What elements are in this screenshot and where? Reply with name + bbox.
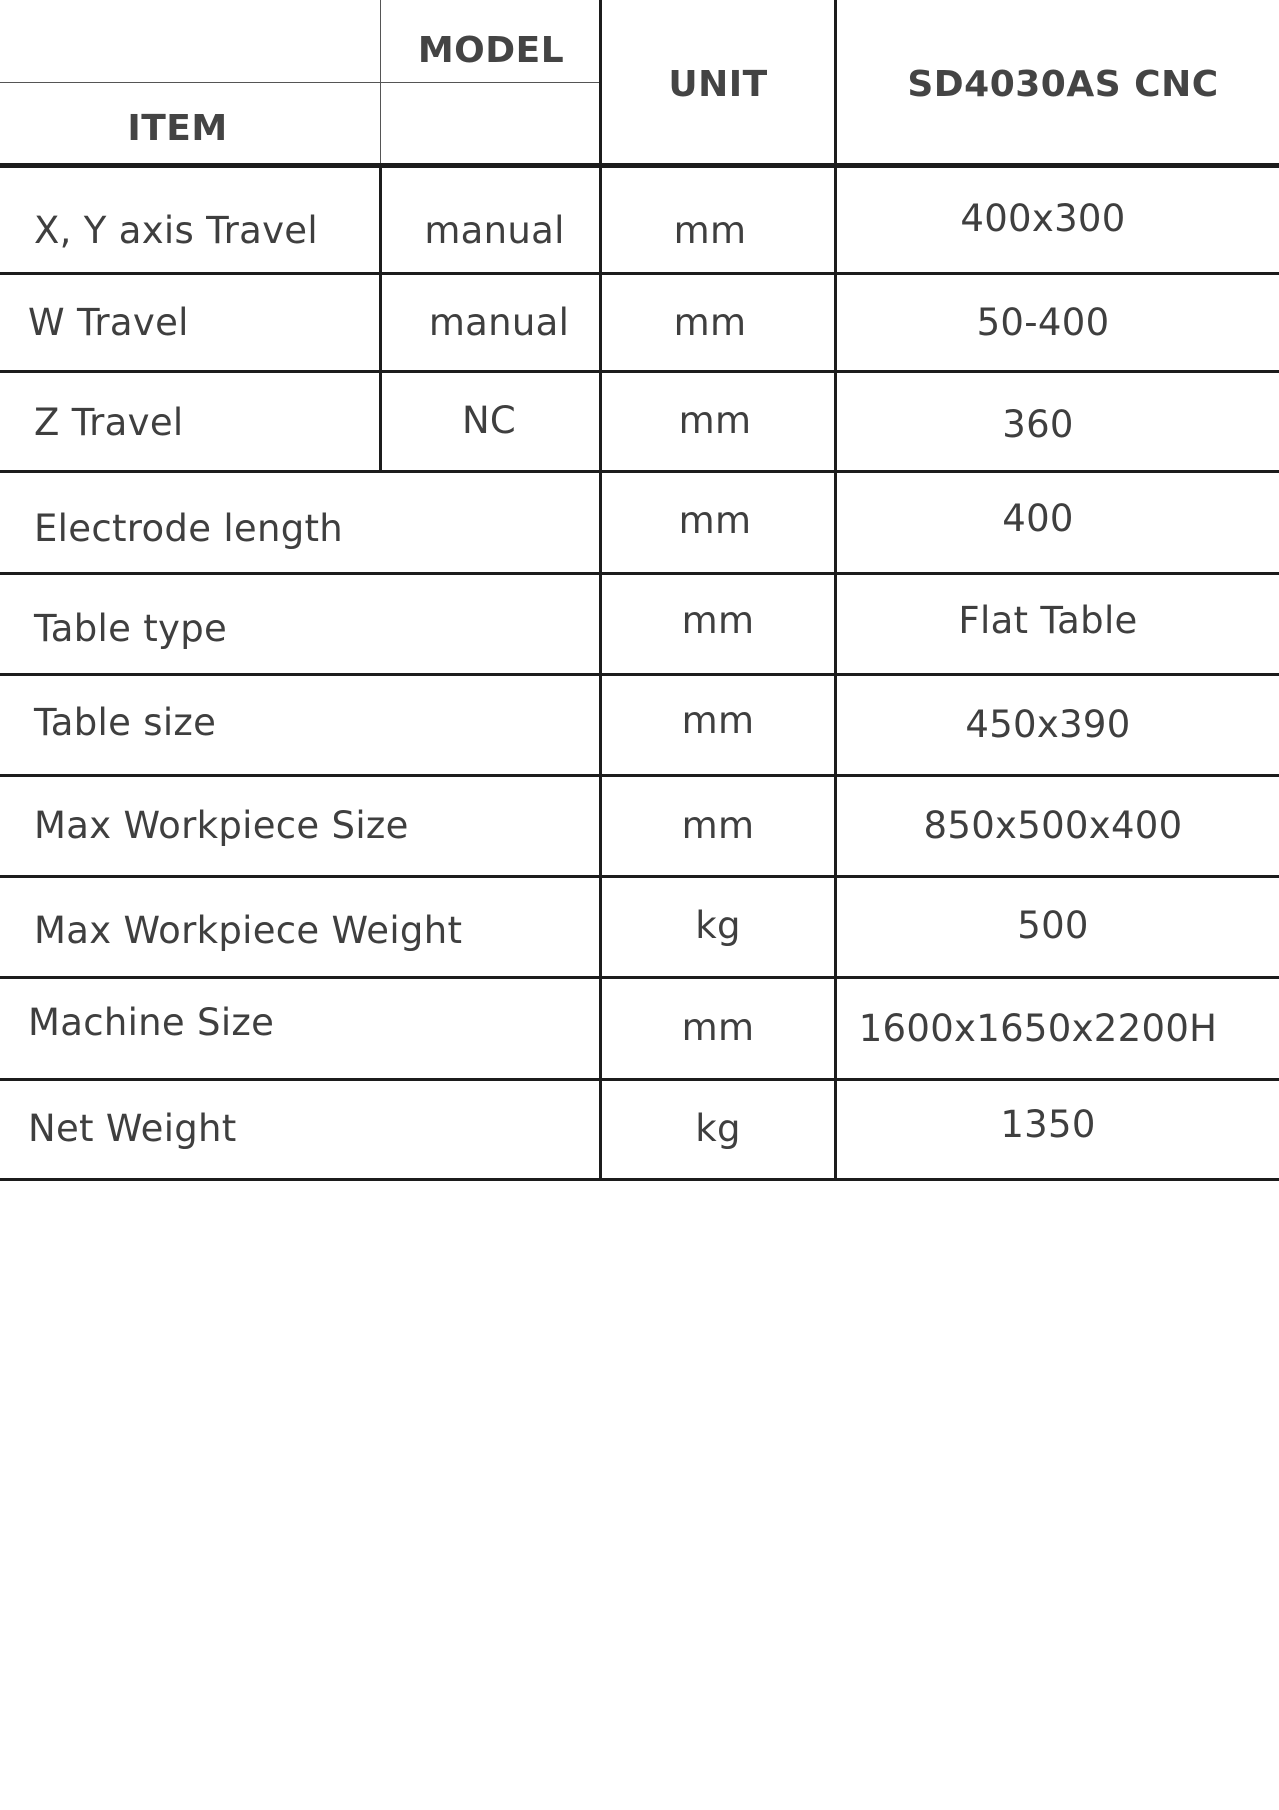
- row-5-value: Flat Table: [958, 598, 1138, 642]
- row-1-value: 400x300: [960, 196, 1126, 240]
- row-border-4: [0, 572, 1279, 575]
- row-border-10: [0, 1178, 1279, 1181]
- header-product: SD4030AS CNC: [907, 63, 1219, 105]
- row-2-value: 50-400: [976, 300, 1110, 344]
- row-6-value: 450x390: [965, 702, 1131, 746]
- row-2-item: W Travel: [28, 300, 189, 344]
- row-9-item: Machine Size: [28, 1000, 275, 1044]
- row-8-item: Max Workpiece Weight: [34, 908, 463, 952]
- row-10-unit: kg: [695, 1106, 741, 1150]
- row-border-8: [0, 976, 1279, 979]
- row-1-item: X, Y axis Travel: [34, 208, 318, 252]
- row-6-unit: mm: [681, 698, 755, 742]
- row-border-5: [0, 673, 1279, 676]
- row-border-2: [0, 370, 1279, 373]
- row-4-unit: mm: [678, 498, 752, 542]
- row-10-item: Net Weight: [28, 1106, 237, 1150]
- row-1-mode: manual: [424, 208, 565, 252]
- row-border-3: [0, 470, 1279, 473]
- row-4-item: Electrode length: [34, 506, 344, 550]
- row-8-unit: kg: [695, 903, 741, 947]
- row-9-value: 1600x1650x2200H: [858, 1006, 1218, 1050]
- header-item: ITEM: [127, 107, 228, 149]
- row-5-item: Table type: [34, 606, 228, 650]
- row-2-mode: manual: [428, 300, 570, 344]
- row-6-item: Table size: [34, 700, 217, 744]
- row-border-7: [0, 875, 1279, 878]
- row-3-item: Z Travel: [34, 400, 184, 444]
- row-9-unit: mm: [681, 1005, 755, 1049]
- row-border-9: [0, 1078, 1279, 1081]
- row-7-unit: mm: [681, 803, 755, 847]
- row-2-unit: mm: [673, 300, 747, 344]
- header-model: MODEL: [417, 29, 565, 71]
- row-3-mode: NC: [461, 398, 517, 442]
- row-10-value: 1350: [1000, 1102, 1096, 1146]
- row-border-1: [0, 272, 1279, 275]
- row-4-value: 400: [1002, 496, 1074, 540]
- header-unit: UNIT: [668, 63, 768, 105]
- row-7-item: Max Workpiece Size: [34, 803, 409, 847]
- header-divider-model: [0, 82, 600, 83]
- row-7-value: 850x500x400: [923, 803, 1183, 847]
- row-5-unit: mm: [681, 598, 755, 642]
- header-divider-item: [380, 0, 381, 165]
- row-3-value: 360: [1002, 402, 1074, 446]
- header-bottom-border: [0, 163, 1279, 168]
- row-8-value: 500: [1017, 903, 1089, 947]
- row-border-6: [0, 774, 1279, 777]
- row-3-unit: mm: [678, 398, 752, 442]
- row-1-unit: mm: [673, 208, 747, 252]
